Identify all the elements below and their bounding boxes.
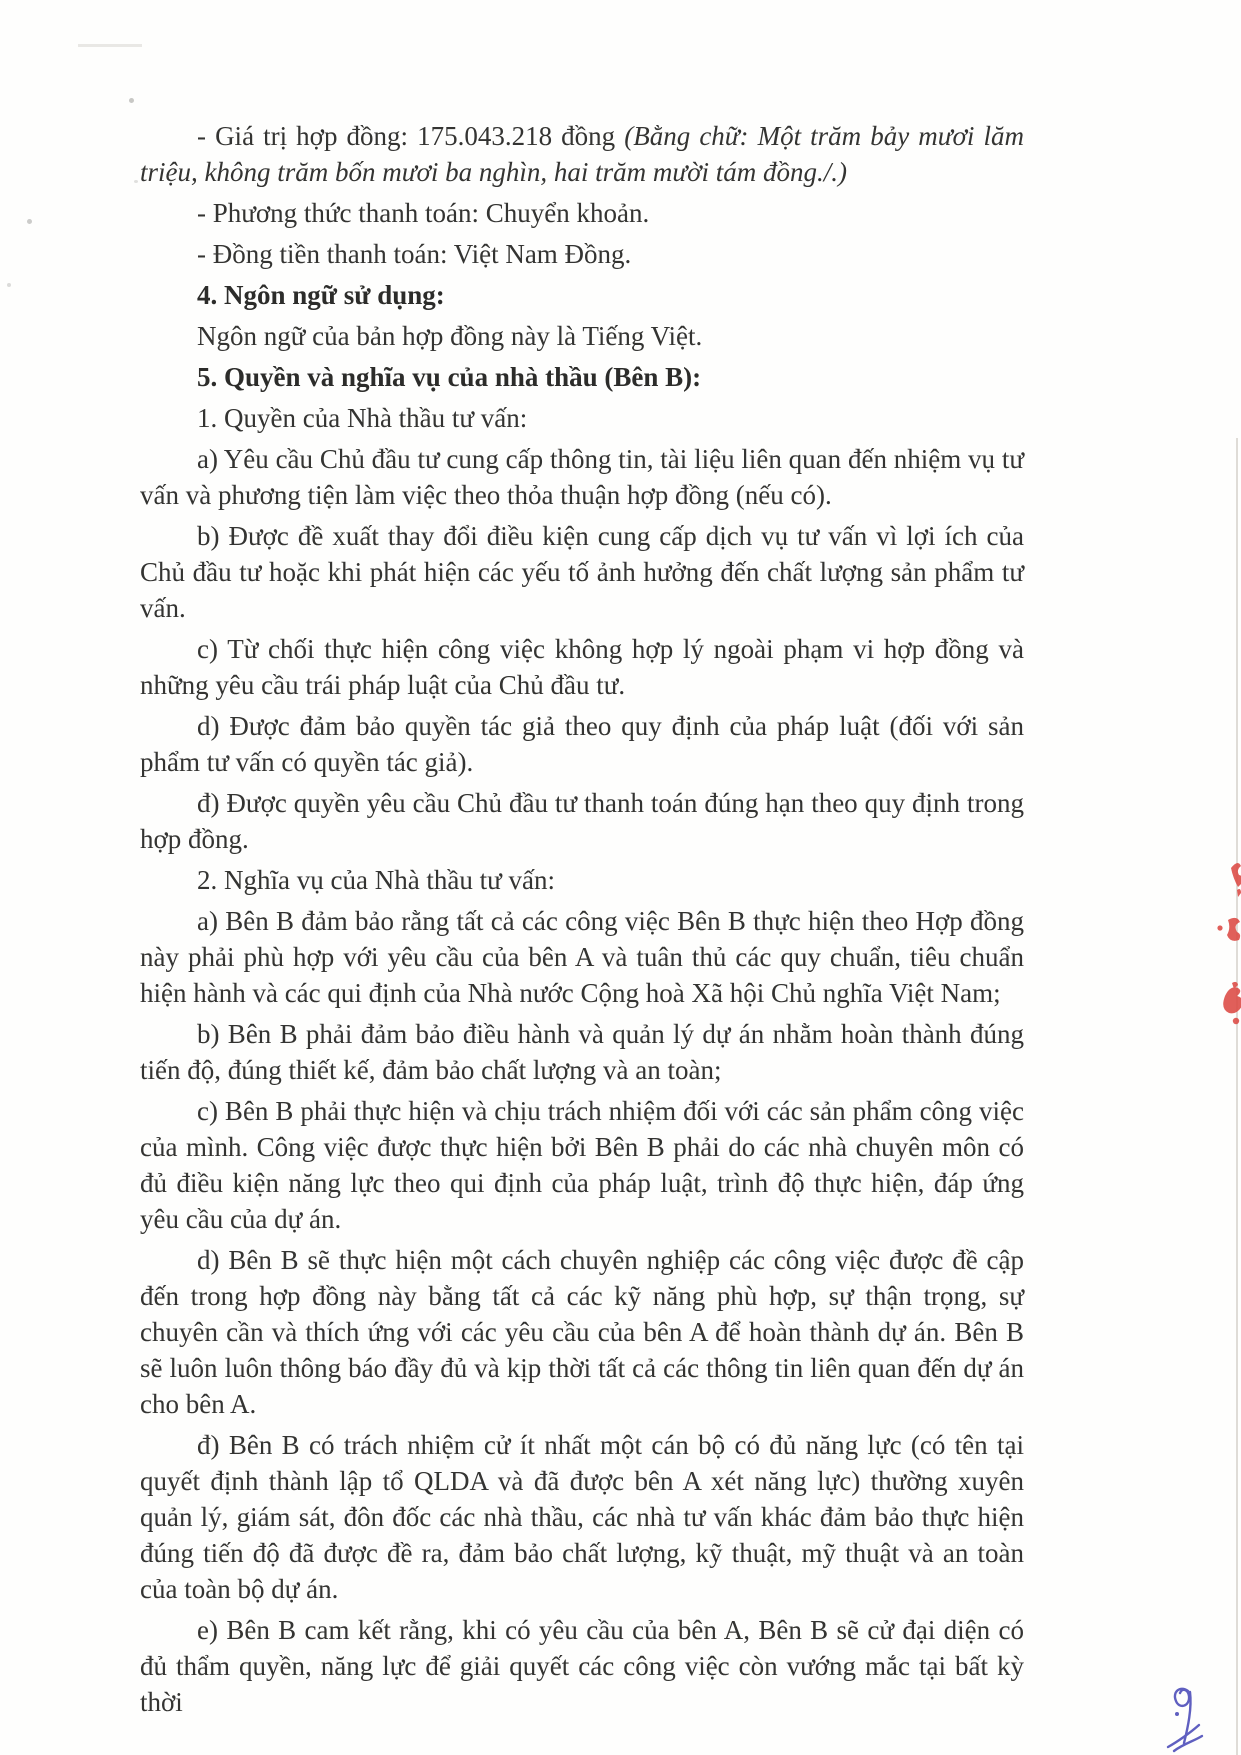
scan-speck [27,219,32,224]
payment-method-text: - Phương thức thanh toán: Chuyển khoản. [197,198,650,228]
para-right-dd [140,785,1024,857]
page-scan-edge-line [1236,438,1238,1755]
subheading-rights-text: 1. Quyền của Nhà thầu tư vấn: [197,403,528,433]
para-obligation-b [140,1016,1024,1088]
obligation-d-text: d) Bên B sẽ thực hiện một cách chuyên nghiệp các công việc được đề cập đến trong hợp đồng này bằng tất cả các kỹ năng phù hợp, sự thận trọng, sự chuyên cần và thích ứng với các yêu cầu của bên A để hoàn thành dự án. Bên B sẽ luôn luôn thông báo đầy đủ và kịp thời tất cả các thông tin liên quan đến dự án cho bên A. [140,1245,1024,1419]
scan-speck [129,98,134,103]
obligation-b-text: b) Bên B phải đảm bảo điều hành và quản lý dự án nhằm hoàn thành đúng tiến độ, đúng thiết kế, đảm bảo chất lượng và an toàn; [140,1019,1024,1085]
para-obligation-e [140,1612,1024,1720]
red-ink-marks [1205,856,1241,1066]
contract-value-in-words: (Bằng chữ: Một trăm bảy mươi lăm triệu, không trăm bốn mươi ba nghìn, hai trăm mười tám đồng./.) [140,121,1025,187]
obligation-dd-text: đ) Bên B có trách nhiệm cử ít nhất một cán bộ có đủ năng lực (có tên tại quyết định thành lập tổ QLDA và đã được bên A xét năng lực) thường xuyên quản lý, giám sát, đôn đốc các nhà thầu, các nhà tư vấn khác đảm bảo thực hiện đúng tiến độ đã được đề ra, đảm bảo chất lượng, kỹ thuật, mỹ thuật và an toàn của toàn bộ dự án. [140,1430,1024,1604]
obligation-a-text: a) Bên B đảm bảo rằng tất cả các công việc Bên B thực hiện theo Hợp đồng này phải phù hợp với yêu cầu của bên A và tuân thủ các quy chuẩn, tiêu chuẩn hiện hành và các qui định của Nhà nước Cộng hoà Xã hội Chủ nghĩa Việt Nam; [140,906,1024,1008]
language-text: Ngôn ngữ của bản hợp đồng này là Tiếng Việt. [197,321,703,351]
para-obligation-c [140,1093,1024,1237]
para-obligation-dd [140,1427,1024,1607]
para-obligation-a [140,903,1024,1011]
handwritten-initial-signature [1163,1683,1207,1755]
contract-text-block [140,118,1024,1725]
obligation-c-text: c) Bên B phải thực hiện và chịu trách nhiệm đối với các sản phẩm công việc của mình. Công việc được thực hiện bởi Bên B phải do các nhà chuyên môn có đủ điều kiện năng lực theo qui định của pháp luật, trình độ thực hiện, đáp ứng yêu cầu của dự án. [140,1096,1024,1234]
right-a-text: a) Yêu cầu Chủ đầu tư cung cấp thông tin, tài liệu liên quan đến nhiệm vụ tư vấn và phương tiện làm việc theo thỏa thuận hợp đồng (nếu có). [140,444,1024,510]
heading-section-5-rights-obligations [140,359,1024,395]
right-dd-text: đ) Được quyền yêu cầu Chủ đầu tư thanh toán đúng hạn theo quy định trong hợp đồng. [140,788,1024,854]
para-obligation-d [140,1242,1024,1422]
subheading-rights [140,400,1024,436]
para-language [140,318,1024,354]
para-contract-value [140,118,1024,190]
heading-section-5-text: 5. Quyền và nghĩa vụ của nhà thầu (Bên B): [197,362,702,392]
para-right-c [140,631,1024,703]
scan-speck [7,283,11,287]
contract-value-amount: - Giá trị hợp đồng: 175.043.218 đồng [197,121,625,151]
subheading-obligations-text: 2. Nghĩa vụ của Nhà thầu tư vấn: [197,865,556,895]
payment-currency-text: - Đồng tiền thanh toán: Việt Nam Đồng. [197,239,632,269]
para-right-d [140,708,1024,780]
obligation-e-text: e) Bên B cam kết rằng, khi có yêu cầu của bên A, Bên B sẽ cử đại diện có đủ thẩm quyền, năng lực để giải quyết các công việc còn vướng mắc tại bất kỳ thời [140,1615,1024,1717]
scan-speck [134,180,138,183]
right-c-text: c) Từ chối thực hiện công việc không hợp lý ngoài phạm vi hợp đồng và những yêu cầu trái pháp luật của Chủ đầu tư. [140,634,1024,700]
right-b-text: b) Được đề xuất thay đổi điều kiện cung cấp dịch vụ tư vấn vì lợi ích của Chủ đầu tư hoặc khi phát hiện các yếu tố ảnh hưởng đến chất lượng sản phẩm tư vấn. [140,521,1024,623]
para-payment-currency [140,236,1024,272]
heading-section-4-text: 4. Ngôn ngữ sử dụng: [197,280,445,310]
subheading-obligations [140,862,1024,898]
para-right-a [140,441,1024,513]
right-d-text: d) Được đảm bảo quyền tác giả theo quy định của pháp luật (đối với sản phẩm tư vấn có quyền tác giả). [140,711,1024,777]
scan-smudge [78,44,142,47]
para-payment-method [140,195,1024,231]
heading-section-4-language [140,277,1024,313]
para-right-b [140,518,1024,626]
